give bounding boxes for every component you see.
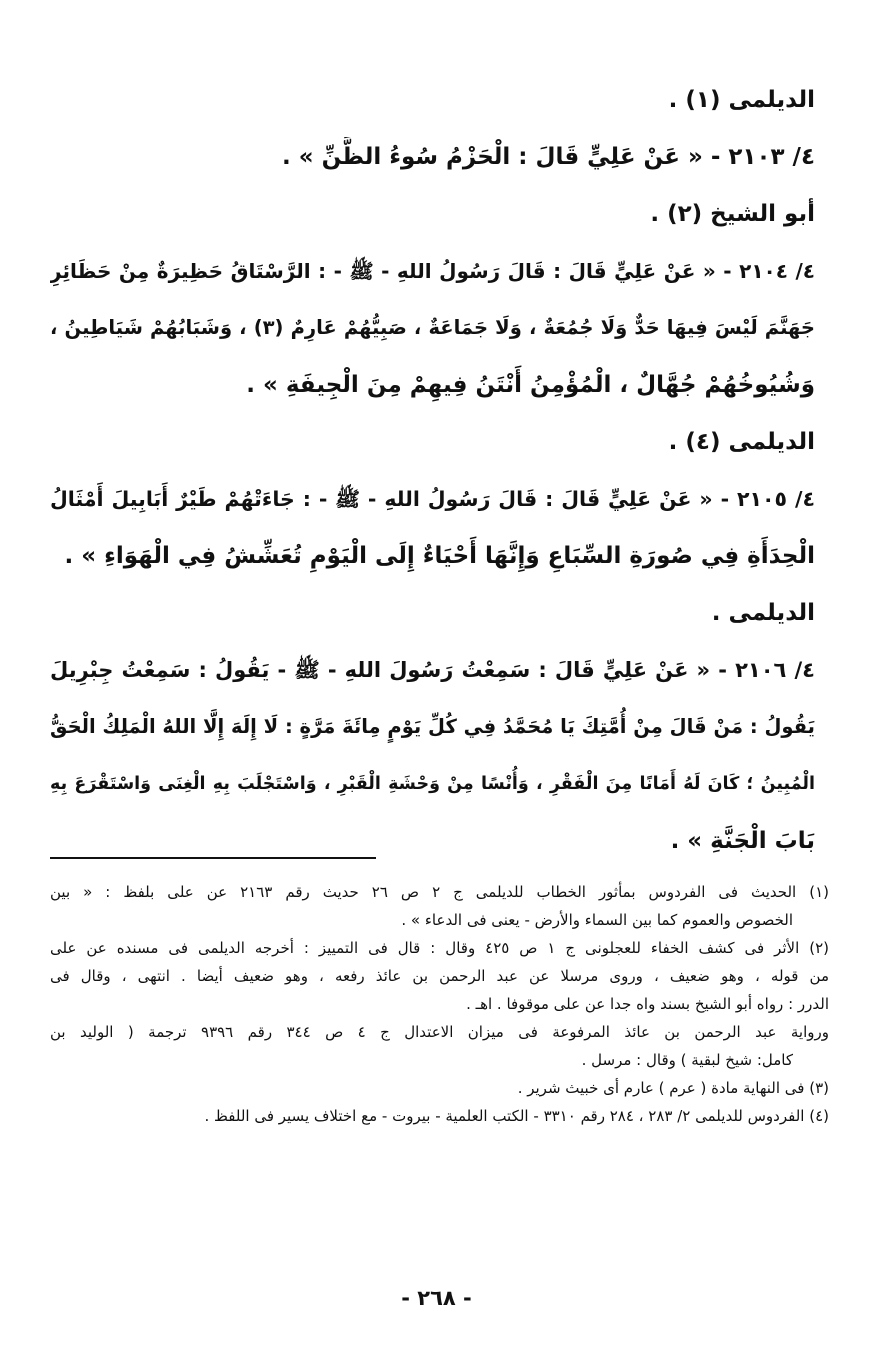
footnote-2-line-5: كامل: شيخ لبقية ) وقال : مرسل .	[581, 1051, 793, 1069]
hadith-2106-line-1: ٤/ ٢١٠٦ - « عَنْ عَلِيٍّ قَالَ : سَمِعْتُ رَسُولَ اللهِ - ﷺ - يَقُولُ : سَمِعْتُ جِبْرِيلَ	[50, 658, 815, 682]
hadith-2106-line-3: الْمُبِينُ ؛ كَانَ لَهُ أَمَانًا مِنَ الْفَقْرِ ، وَأُنْسًا مِنْ وَحْشَةِ الْقَبْرِ ، وَاسْتَجْلَبَ بِهِ الْغِنَى وَاسْتَقْرَعَ بِهِ	[50, 774, 815, 794]
footnote-separator	[50, 857, 376, 859]
hadith-2104-line-1: ٤/ ٢١٠٤ - « عَنْ عَلِيٍّ قَالَ : قَالَ رَسُولُ اللهِ - ﷺ - : الرَّسْتَاقُ حَظِيرَةٌ مِنْ حَظَائِرِ	[50, 259, 815, 283]
hadith-text-block	[50, 80, 815, 861]
hadith-2105-line-1: ٤/ ٢١٠٥ - « عَنْ عَلِيٍّ قَالَ : قَالَ رَسُولُ اللهِ - ﷺ - : جَاءَتْهُمْ طَيْرٌ أَبَابِيلَ أَمْثَالُ	[50, 487, 815, 511]
source-line-dailami-4: الديلمى (٤) .	[668, 429, 815, 455]
footnote-1-line-1: (١) الحديث فى الفردوس بمأثور الخطاب للديلمى ج ٢ ص ٢٦ حديث رقم ٢١٦٣ عن على بلفظ : « بين	[50, 883, 829, 901]
hadith-2105-line-2: الْحِدَأَةِ فِي صُورَةِ السِّبَاعِ وَإِنَّهَا أَحْيَاءٌ إِلَى الْيَوْمِ تُعَشِّشُ فِي الْهَوَاءِ » .	[64, 543, 815, 569]
footnote-1-line-2: الخصوص والعموم كما بين السماء والأرض - يعنى فى الدعاء » .	[401, 911, 793, 929]
source-line-dailami: الديلمى .	[711, 600, 815, 626]
hadith-2104-line-3: وَشُيُوخُهُمْ جُهَّالٌ ، الْمُؤْمِنُ أَنْتَنُ فِيهِمْ مِنَ الْجِيفَةِ » .	[246, 372, 815, 398]
footnotes	[50, 878, 829, 1130]
footnote-2-line-1: (٢) الأثر فى كشف الخفاء للعجلونى ج ١ ص ٤٢٥ وقال : قال فى التمييز : أخرجه الديلمى فى مسنده عن على	[50, 939, 829, 957]
source-line-abu-shaykh: أبو الشيخ (٢) .	[650, 201, 815, 227]
hadith-2106-line-4: بَابَ الْجَنَّةِ » .	[670, 828, 815, 854]
page-number: - ٢٦٨ -	[401, 1286, 472, 1310]
footnote-4: (٤) الفردوس للديلمى ٢/ ٢٨٣ ، ٢٨٤ رقم ٣٣١٠ - الكتب العلمية - بيروت - مع اختلاف يسير فى اللفظ .	[204, 1107, 829, 1125]
hadith-2106-line-2: يَقُولُ : مَنْ قَالَ مِنْ أُمَّتِكَ يَا مُحَمَّدُ فِي كُلِّ يَوْمٍ مِائَةَ مَرَّةٍ : لَا إِلَهَ إِلَّا اللهُ الْمَلِكُ الْحَقُّ	[50, 715, 815, 738]
source-line-dailami-1: الديلمى (١) .	[668, 87, 815, 113]
footnote-2-line-4: ورواية عبد الرحمن بن عائذ المرفوعة فى ميزان الاعتدال ج ٤ ص ٣٤٤ رقم ٩٣٩٦ ترجمة ( الوليد بن	[50, 1023, 829, 1041]
hadith-2104-line-2: جَهَنَّمَ لَيْسَ فِيهَا حَدٌّ وَلَا جُمُعَةٌ ، وَلَا جَمَاعَةٌ ، صَبِيُّهُمْ عَارِمٌ (٣) ، وَشَبَابُهُمْ شَيَاطِينُ ،	[50, 316, 815, 339]
footnote-2-line-2: من قوله ، وهو ضعيف ، وروى مرسلا عن عبد الرحمن بن عائذ رفعه ، وهو ضعيف أيضا . انتهى ، وقال فى	[50, 967, 829, 985]
footnote-2-line-3: الدرر : رواه أبو الشيخ بسند واه جدا عن على موقوفا . اهـ .	[466, 995, 829, 1013]
hadith-2103: ٤/ ٢١٠٣ - « عَنْ عَلِيٍّ قَالَ : الْحَزْمُ سُوءُ الظَّنِّ » .	[281, 144, 815, 170]
footnote-3: (٣) فى النهاية مادة ( عرم ) عارم أى خبيث شرير .	[517, 1079, 829, 1097]
